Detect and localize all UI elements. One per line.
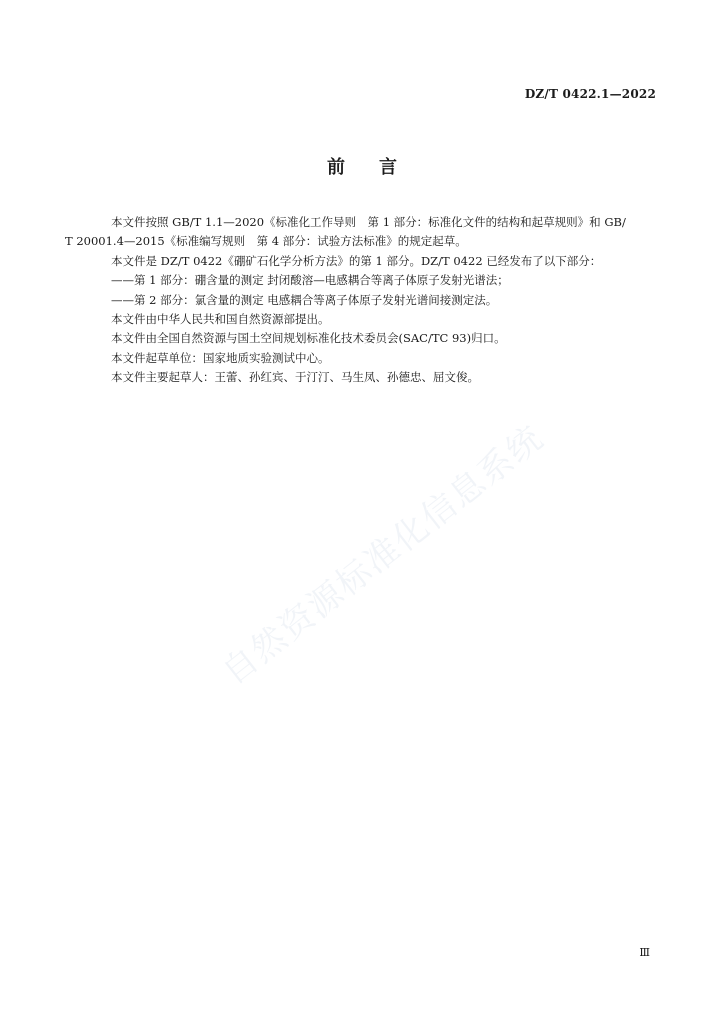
paragraph-proposer: 本文件由中华人民共和国自然资源部提出。 bbox=[111, 312, 330, 327]
list-item-part-1: ——第 1 部分：硼含量的测定 封闭酸溶—电感耦合等离子体原子发射光谱法； bbox=[111, 273, 509, 288]
page-title: 前言 bbox=[327, 157, 431, 178]
paragraph-drafters: 本文件主要起草人：王蕾、孙红宾、于汀汀、马生凤、孙德忠、屈文俊。 bbox=[111, 370, 479, 385]
paragraph-committee: 本文件由全国自然资源与国土空间规划标准化技术委员会(SAC/TC 93)归口。 bbox=[111, 331, 506, 346]
page-number: Ⅲ bbox=[639, 946, 650, 959]
paragraph-line: 本文件按照 GB/T 1.1—2020《标准化工作导则 第 1 部分：标准化文件的结构和起草规则》和 GB/ bbox=[111, 215, 626, 229]
paragraph-drafting-unit: 本文件起草单位：国家地质实验测试中心。 bbox=[111, 350, 330, 365]
watermark: 自然资源标准化信息系统 bbox=[214, 417, 552, 693]
foreword-body bbox=[65, 213, 654, 388]
list-item-part-2: ——第 2 部分：氯含量的测定 电感耦合等离子体原子发射光谱间接测定法。 bbox=[111, 292, 498, 307]
paragraph-series-info: 本文件是 DZ/T 0422《硼矿石化学分析方法》的第 1 部分。DZ/T 0422 已经发布了以下部分： bbox=[111, 253, 602, 268]
document-code: DZ/T 0422.1—2022 bbox=[524, 87, 656, 101]
paragraph-line: T 20001.4—2015《标准编写规则 第 4 部分：试验方法标准》的规定起草。 bbox=[65, 234, 467, 249]
paragraph-drafting-rules bbox=[65, 213, 654, 252]
